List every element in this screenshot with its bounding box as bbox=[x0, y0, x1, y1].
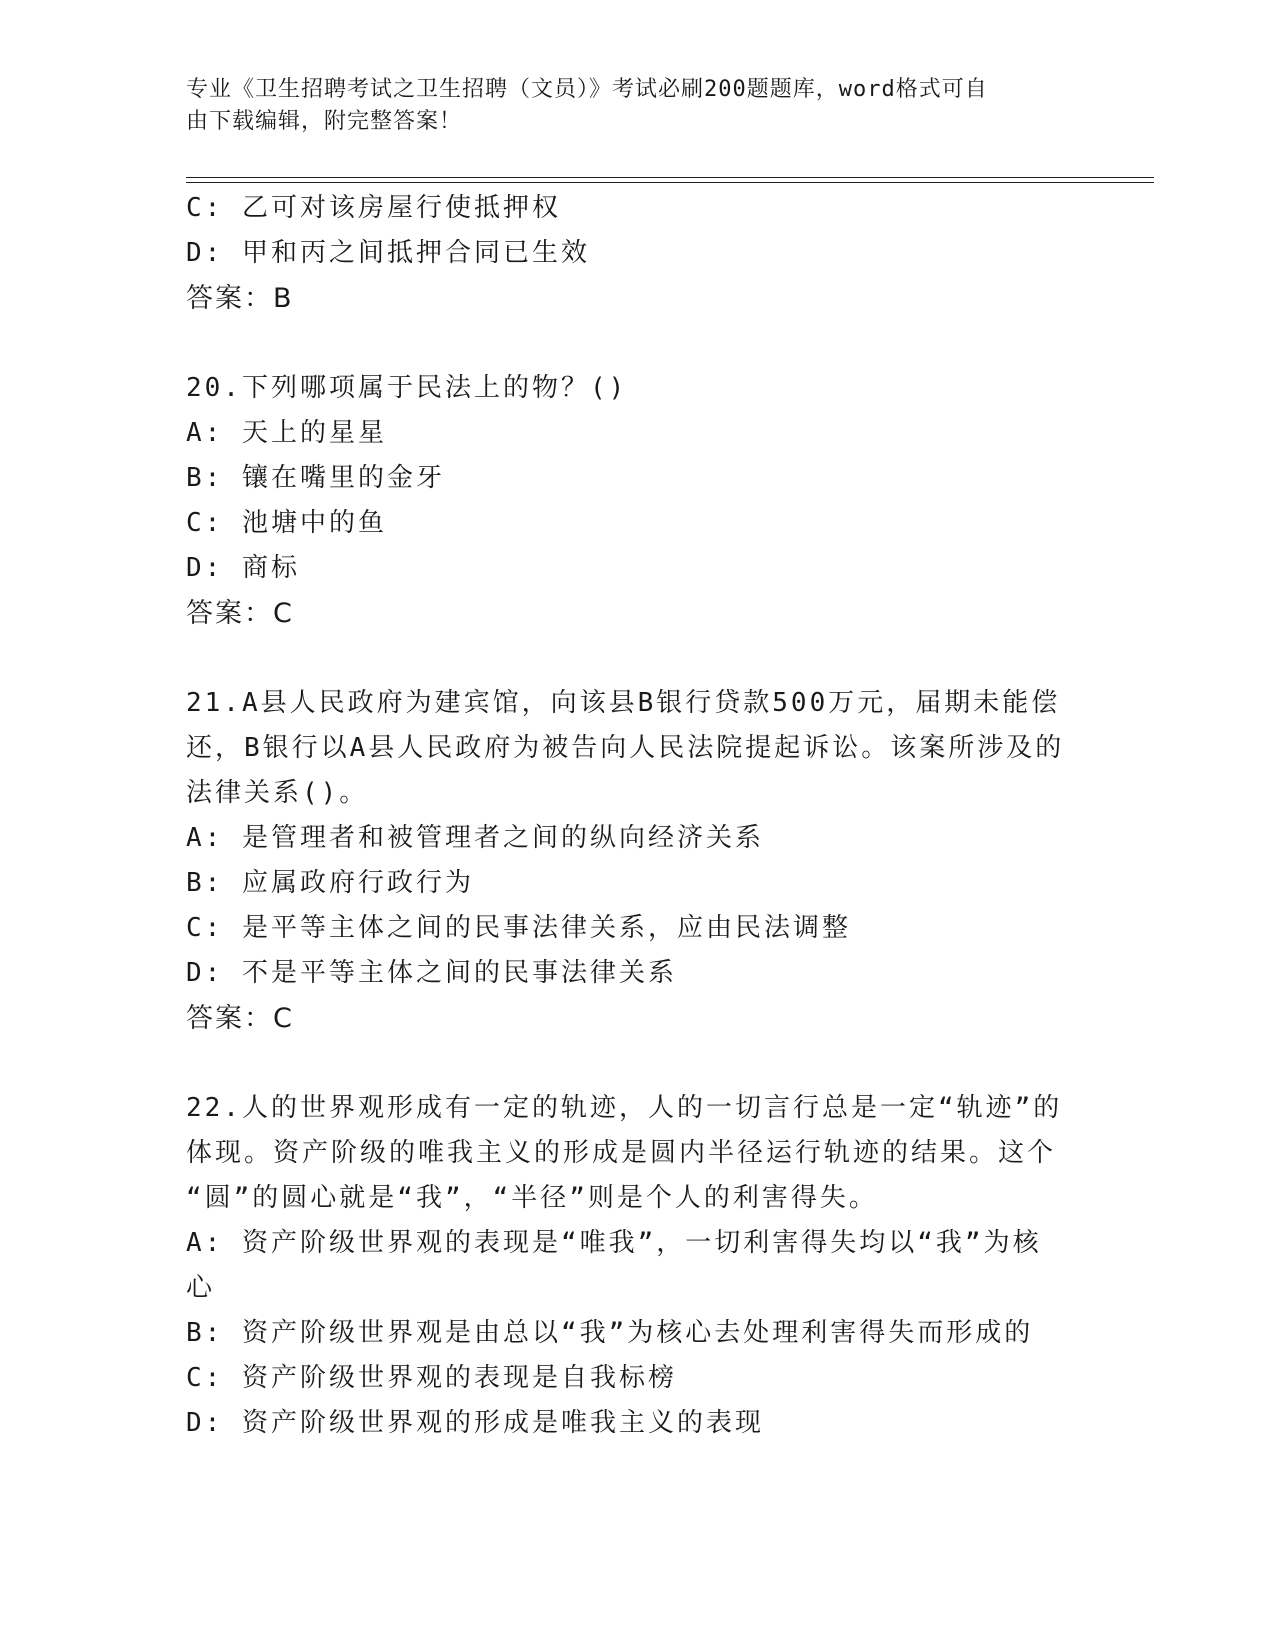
spacer bbox=[186, 1041, 1086, 1086]
question-21-option-c: C: 是平等主体之间的民事法律关系，应由民法调整 bbox=[186, 913, 851, 943]
spacer bbox=[186, 321, 1086, 366]
question-22-stem-line-2: 体现。资产阶级的唯我主义的形成是圆内半径运行轨迹的结果。这个 bbox=[186, 1138, 1057, 1168]
header-title-line-1: 专业《卫生招聘考试之卫生招聘（文员）》考试必刷200题题库，word格式可自 bbox=[186, 77, 988, 102]
question-20-option-b: B: 镶在嘴里的金牙 bbox=[186, 463, 445, 493]
spacer bbox=[186, 636, 1086, 681]
header-title-line-2: 由下载编辑，附完整答案！ bbox=[186, 109, 463, 134]
question-20-option-d: D: 商标 bbox=[186, 553, 300, 583]
question-21-stem-line-1: 21.A县人民政府为建宾馆，向该县B银行贷款500万元，届期未能偿 bbox=[186, 688, 1061, 718]
question-21-option-a: A: 是管理者和被管理者之间的纵向经济关系 bbox=[186, 823, 764, 853]
question-22-option-b: B: 资产阶级世界观是由总以“我”为核心去处理利害得失而形成的 bbox=[186, 1318, 1034, 1348]
option-c: C: 乙可对该房屋行使抵押权 bbox=[186, 193, 561, 223]
header-divider-bottom bbox=[186, 182, 1154, 183]
question-21-answer: 答案：C bbox=[186, 1003, 294, 1034]
document-body bbox=[186, 186, 1086, 1446]
question-20-option-a: A: 天上的星星 bbox=[186, 418, 387, 448]
answer-line: 答案：B bbox=[186, 283, 294, 314]
question-22-stem-line-1: 22.人的世界观形成有一定的轨迹，人的一切言行总是一定“轨迹”的 bbox=[186, 1093, 1063, 1123]
question-20-stem: 20.下列哪项属于民法上的物？() bbox=[186, 373, 628, 403]
option-d: D: 甲和丙之间抵押合同已生效 bbox=[186, 238, 590, 268]
question-20-option-c: C: 池塘中的鱼 bbox=[186, 508, 387, 538]
question-21-stem-line-2: 还，B银行以A县人民政府为被告向人民法院提起诉讼。该案所涉及的 bbox=[186, 733, 1065, 763]
question-22-option-c: C: 资产阶级世界观的表现是自我标榜 bbox=[186, 1363, 677, 1393]
question-22-option-d: D: 资产阶级世界观的形成是唯我主义的表现 bbox=[186, 1408, 764, 1438]
question-21-option-b: B: 应属政府行政行为 bbox=[186, 868, 474, 898]
header-divider-top bbox=[186, 177, 1154, 178]
document-header bbox=[186, 74, 1066, 138]
question-22-stem-line-3: “圆”的圆心就是“我”，“半径”则是个人的利害得失。 bbox=[186, 1183, 878, 1213]
question-22-option-a-line-1: A: 资产阶级世界观的表现是“唯我”，一切利害得失均以“我”为核 bbox=[186, 1228, 1042, 1258]
question-22-option-a-line-2: 心 bbox=[186, 1273, 216, 1303]
question-21-stem-line-3: 法律关系()。 bbox=[186, 778, 369, 808]
question-21-option-d: D: 不是平等主体之间的民事法律关系 bbox=[186, 958, 677, 988]
question-20-answer: 答案：C bbox=[186, 598, 294, 629]
